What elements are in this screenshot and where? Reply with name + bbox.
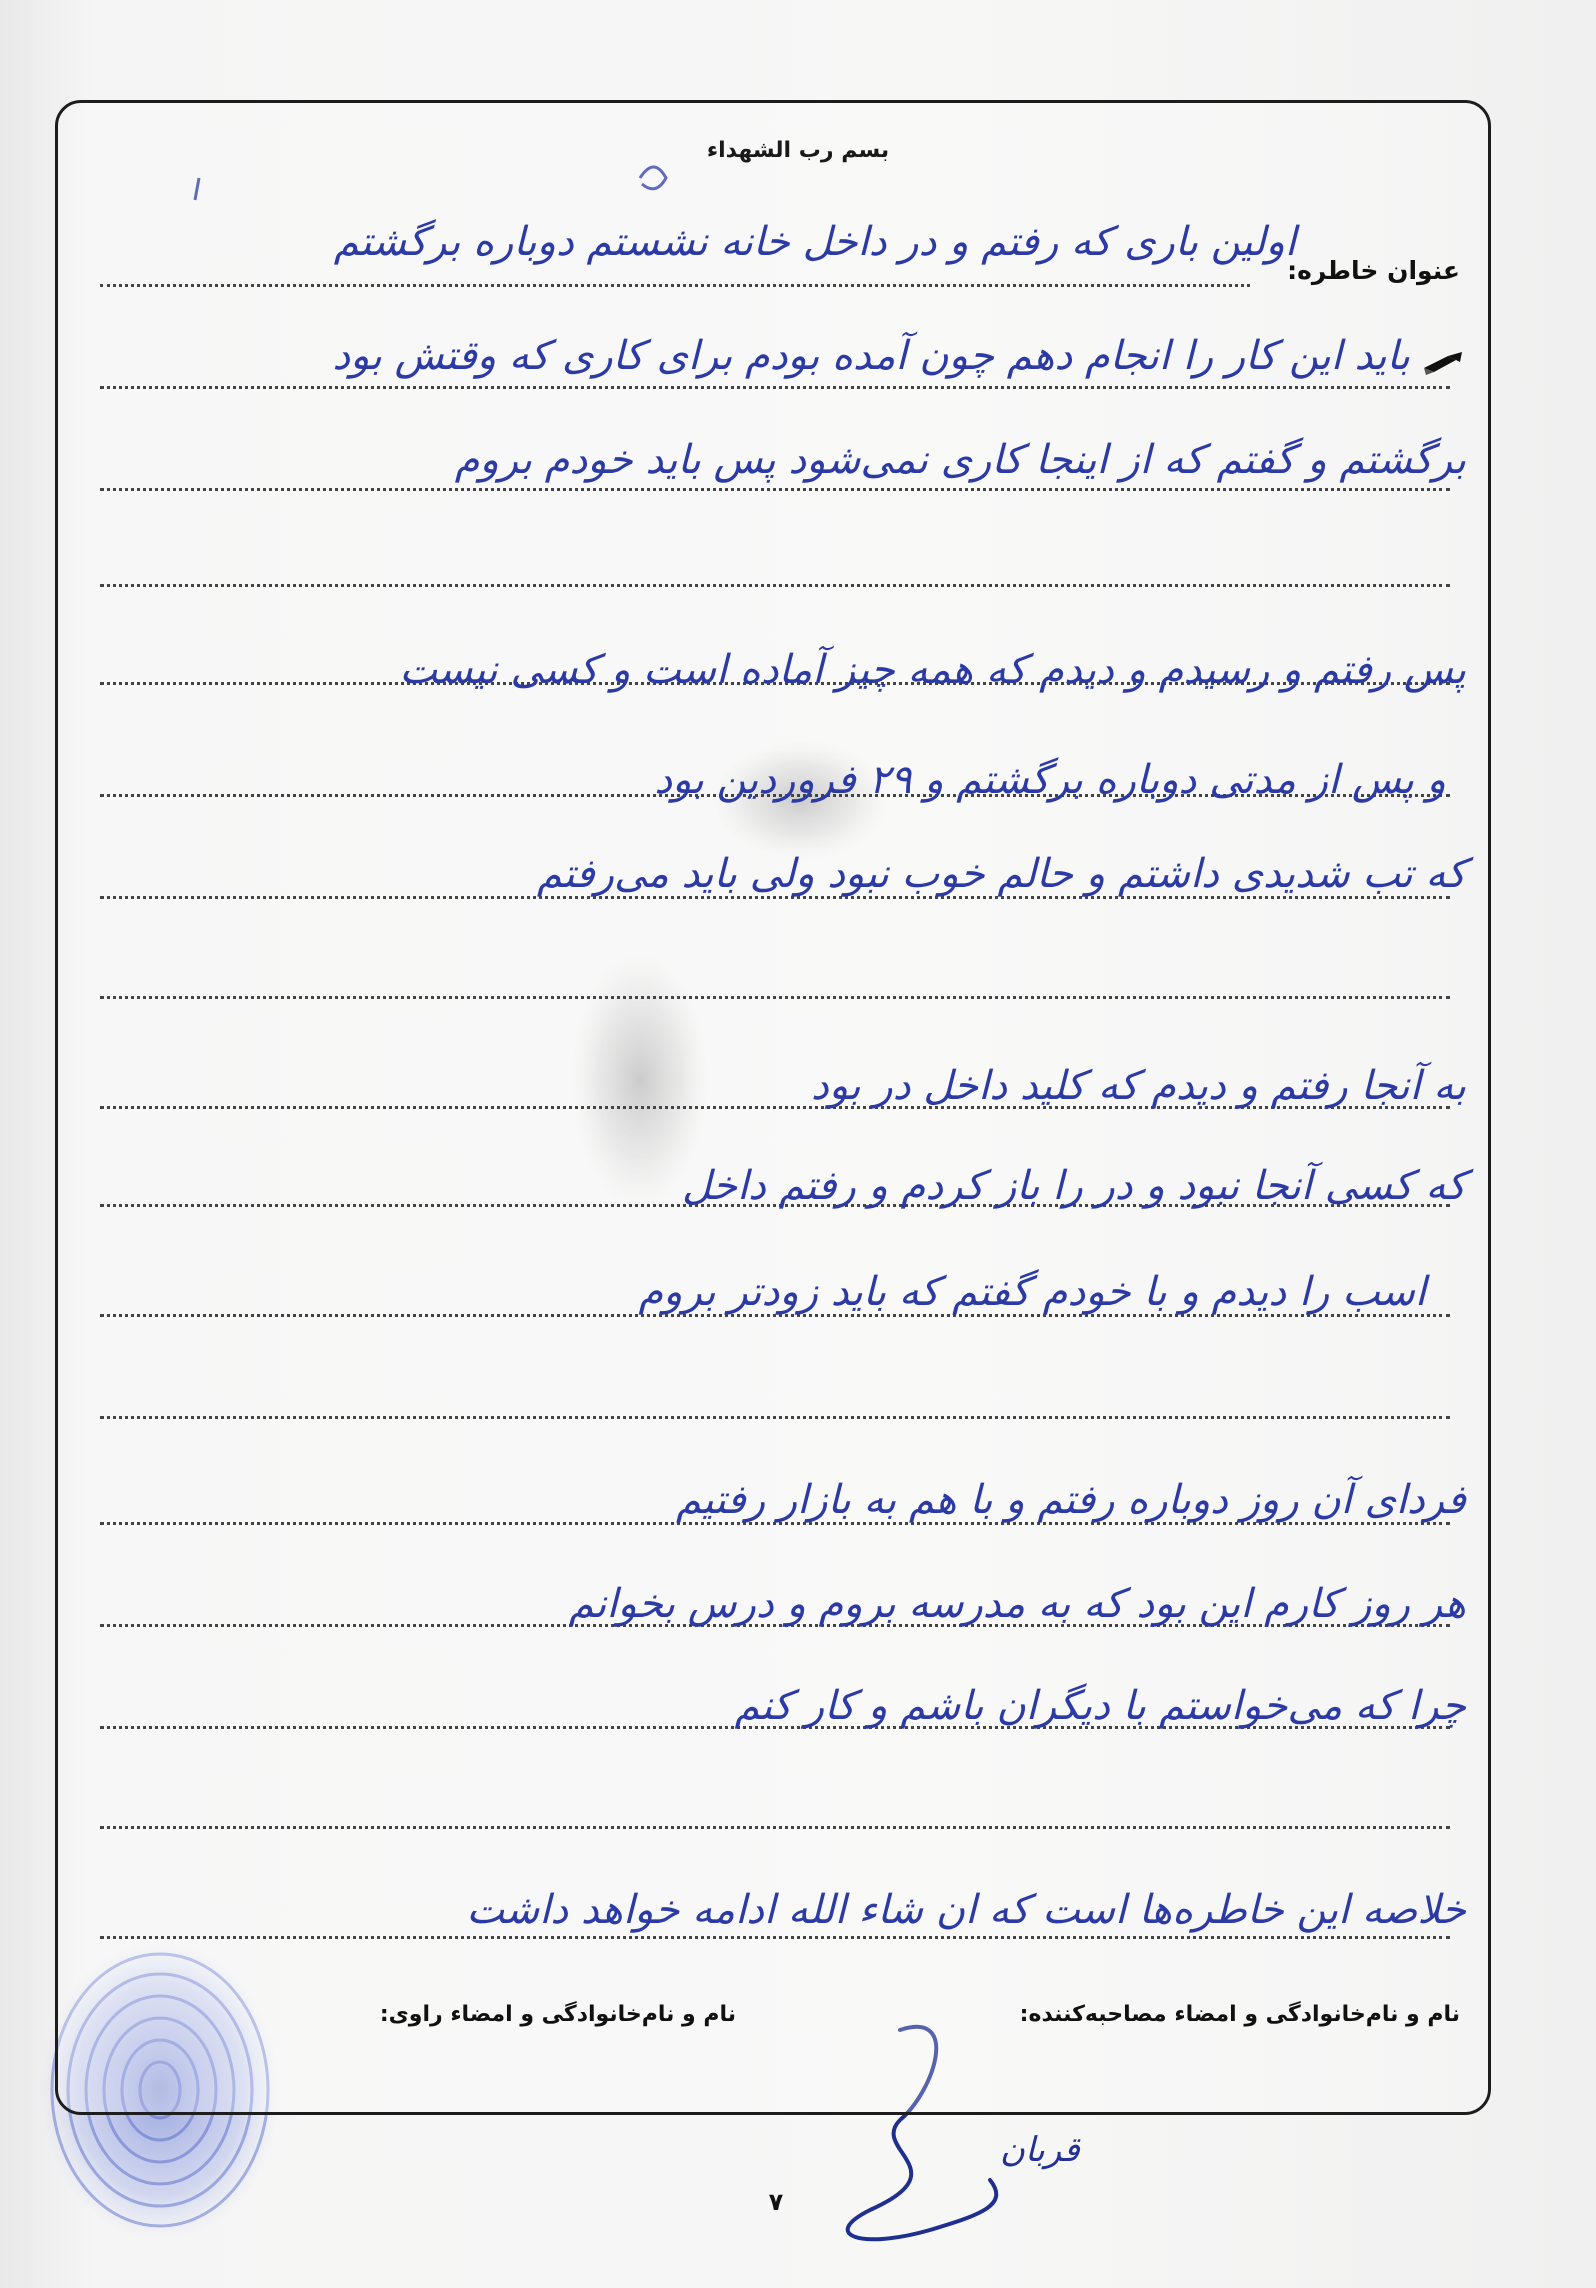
handwritten-line: اولین باری که رفتم و در داخل خانه نشستم دوباره برگشتم: [333, 219, 1296, 265]
ruled-line: [100, 1416, 1450, 1419]
pen-hand-icon: [1422, 350, 1464, 376]
ruled-line: [100, 584, 1450, 587]
ruled-line: [100, 1826, 1450, 1829]
handwritten-line: پس رفتم و رسیدم و دیدم که همه چیز آماده است و کسی نیست: [399, 647, 1466, 693]
interviewer-signature-label: نام و نام‌خانوادگی و امضاء مصاحبه‌کننده:: [1019, 2002, 1460, 2027]
ruled-line: [100, 996, 1450, 999]
handwritten-line: که کسی آنجا نبود و در را باز کردم و رفتم داخل: [682, 1163, 1466, 1209]
handwritten-line: به آنجا رفتم و دیدم که کلید داخل در بود: [811, 1063, 1466, 1109]
ruled-line: [100, 284, 1250, 287]
handwritten-line: هر روز کارم این بود که به مدرسه بروم و درس بخوانم: [568, 1581, 1466, 1627]
narrator-signature-label: نام و نام‌خانوادگی و امضاء راوی:: [379, 2002, 736, 2027]
handwritten-signature-text: قربان: [1000, 2130, 1080, 2170]
handwritten-line: که تب شدیدی داشتم و حالم خوب نبود ولی باید می‌رفتم: [536, 851, 1466, 897]
page-number: ۷: [768, 2188, 784, 2216]
memoir-title-label: عنوان خاطره:: [1287, 256, 1460, 285]
ruled-line: [100, 1936, 1450, 1939]
handwritten-line: باید این کار را انجام دهم چون آمده بودم برای کاری که وقتش بود: [332, 333, 1410, 379]
handwritten-line: فردای آن روز دوباره رفتم و با هم به بازار رفتیم: [675, 1477, 1466, 1523]
page-title: بسم رب الشهداء: [706, 138, 890, 163]
ruled-line: [100, 488, 1450, 491]
handwritten-line: اسب را دیدم و با خودم گفتم که باید زودتر بروم: [638, 1269, 1426, 1315]
handwritten-line: چرا که می‌خواستم با دیگران باشم و کار کنم: [734, 1683, 1466, 1729]
handwritten-line: خلاصه این خاطره‌ها است که ان شاء الله ادامه خواهد داشت: [466, 1887, 1466, 1933]
handwritten-line: برگشتم و گفتم که از اینجا کاری نمی‌شود پس باید خودم بروم: [454, 437, 1466, 483]
handwritten-line: و پس از مدتی دوباره برگشتم و ۲۹ فروردین بود: [654, 757, 1446, 803]
ruled-line: [100, 386, 1450, 389]
